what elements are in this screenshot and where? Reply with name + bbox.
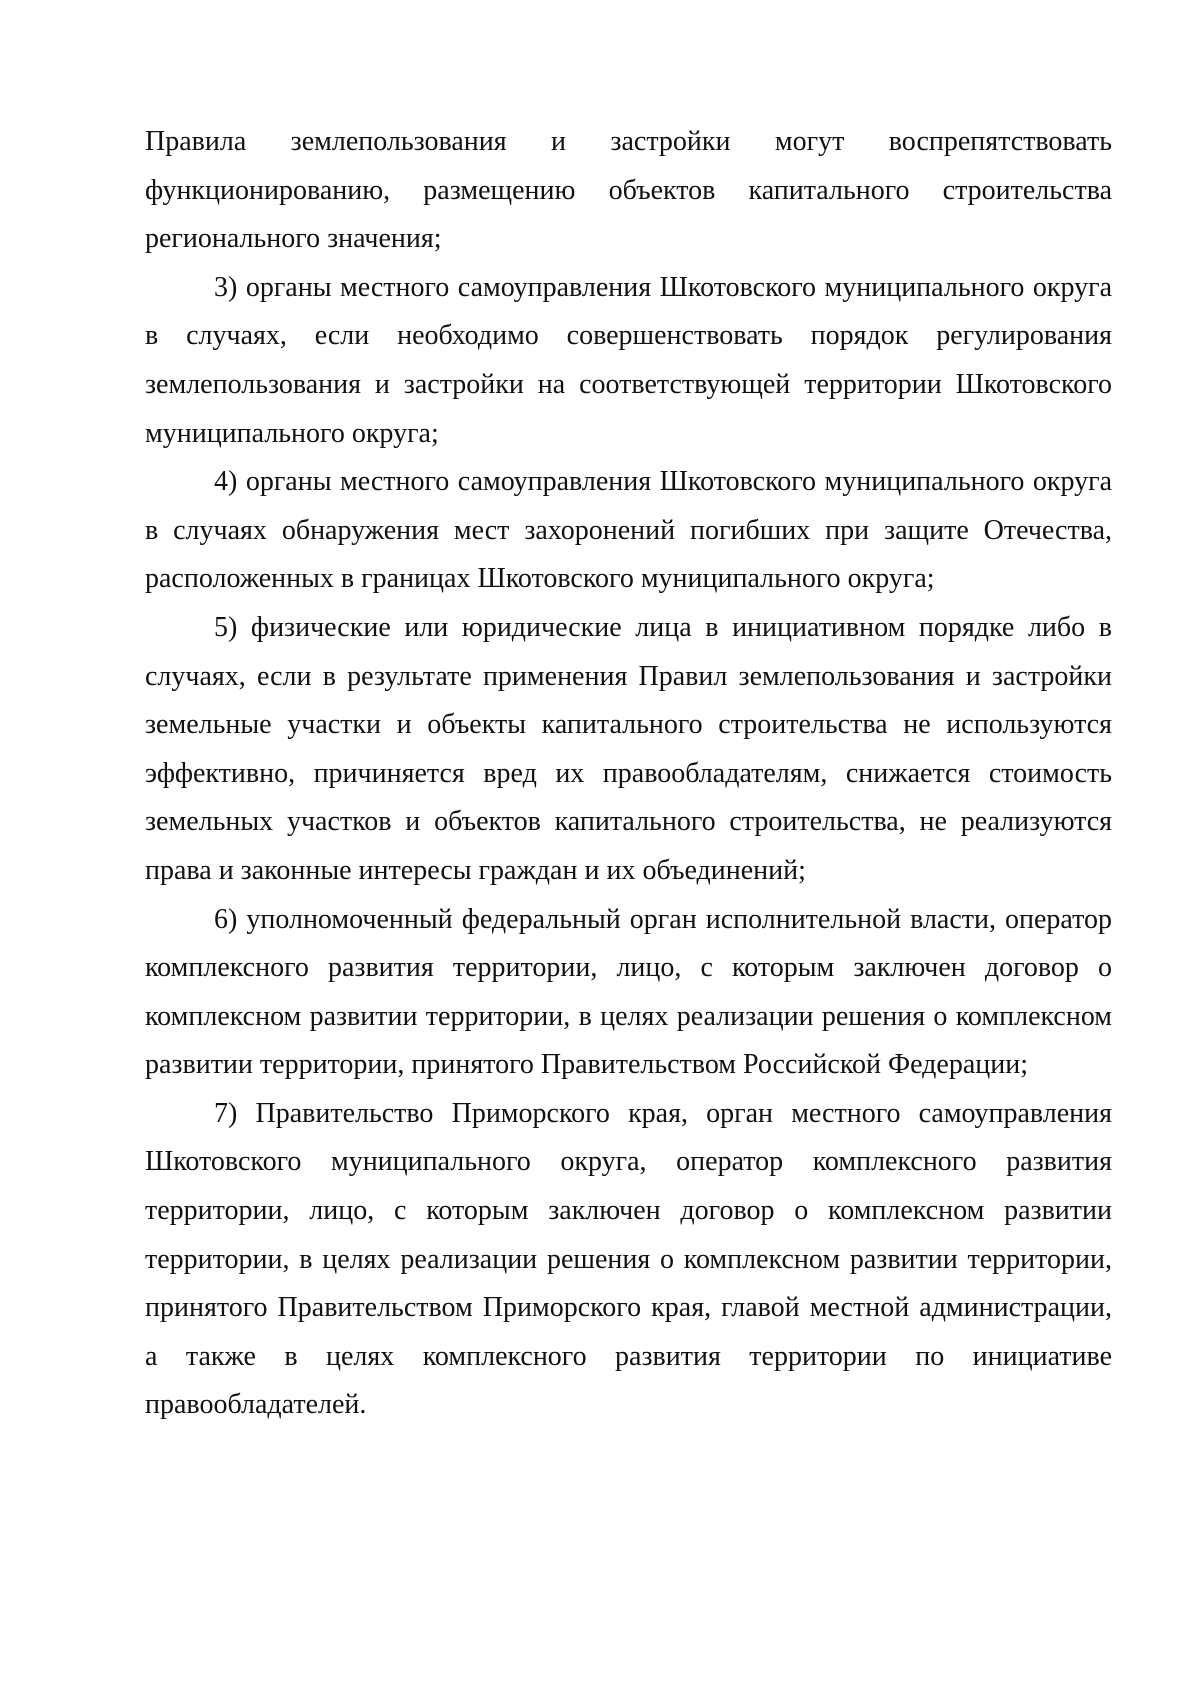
list-item-4: 4) органы местного самоуправления Шкотовского муниципального округа в случаях обнаружения мест захоронений погибших при защите Отечества, расположенных в границах Шкотовского муниципального округа; [145,466,1112,595]
list-item-6: 6) уполномоченный федеральный орган исполнительной власти, оператор комплексного развития территории, лицо, с которым заключен договор о комплексном развитии территории, в целях реализации решения о комплексном развитии территории, принятого Правительством Российской Федерации; [145,903,1112,1081]
document-page [145,118,1112,1430]
list-item-7: 7) Правительство Приморского края, орган местного самоуправления Шкотовского муниципального округа, оператор комплексного развития территории, лицо, с которым заключен договор о комплексном развитии территории, в целях реализации решения о комплексном развитии территории, принятого Правительством Приморского края, главой местной администрации, а также в целях комплексного развития территории по инициативе правообладателей. [145,1097,1112,1421]
paragraph-continuation: Правила землепользования и застройки могут воспрепятствовать функционированию, размещению объектов капитального строительства регионального значения; [145,126,1112,255]
list-item-5: 5) физические или юридические лица в инициативном порядке либо в случаях, если в результате применения Правил землепользования и застройки земельные участки и объекты капитального строительства не используются эффективно, причиняется вред их правообладателям, снижается стоимость земельных участков и объектов капитального строительства, не реализуются права и законные интересы граждан и их объединений; [145,611,1112,886]
list-item-3: 3) органы местного самоуправления Шкотовского муниципального округа в случаях, если необходимо совершенствовать порядок регулирования землепользования и застройки на соответствующей территории Шкотовского муниципального округа; [145,271,1112,449]
